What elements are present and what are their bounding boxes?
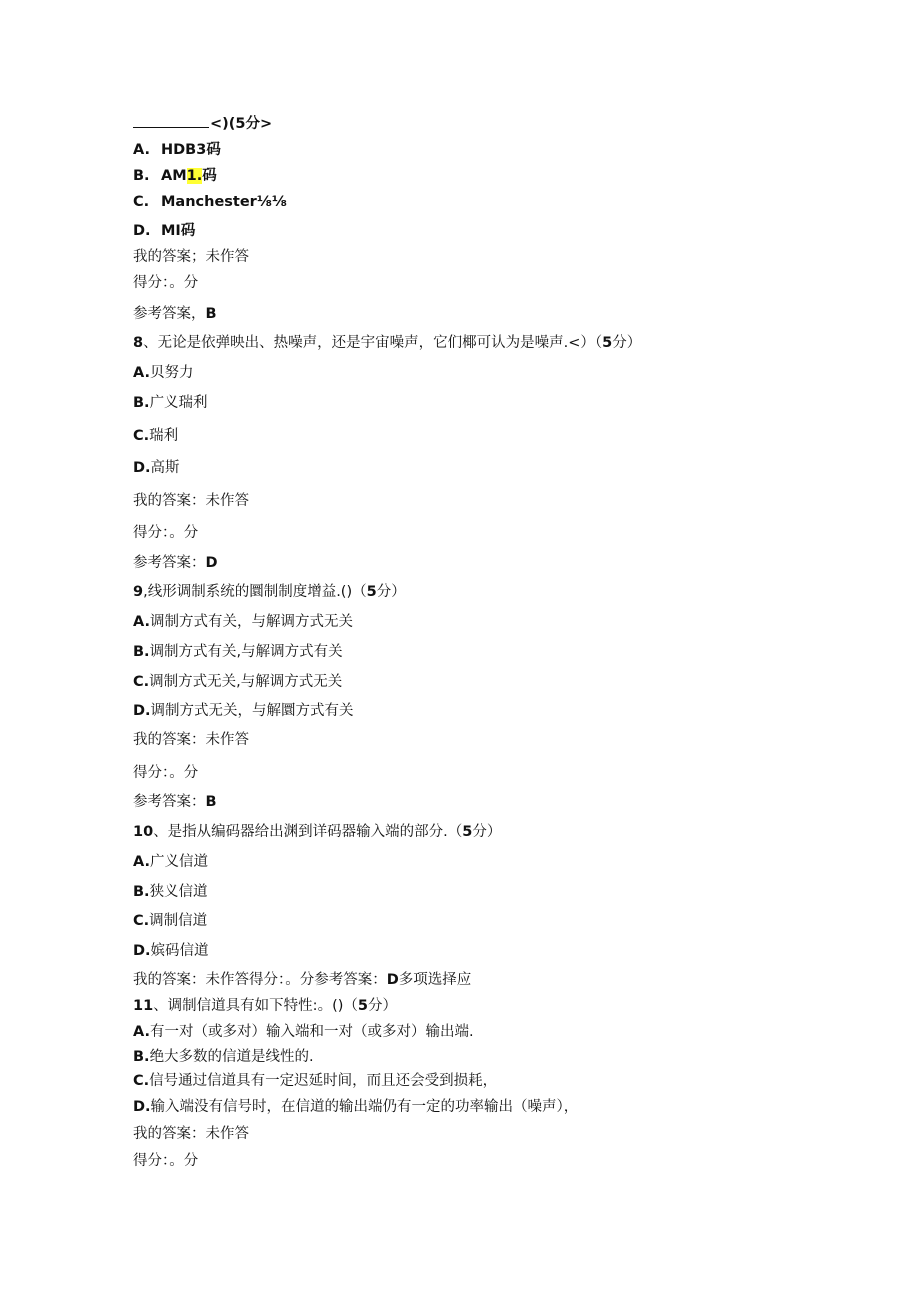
q7-option-d: D. MI码 (133, 223, 196, 239)
q11-option-d: D.输入端没有信号时，在信道的输出端仍有一定的功率输出（噪声）， (133, 1099, 579, 1115)
q9-option-c: C.调制方式无关,与解调方式无关 (133, 674, 343, 690)
q10-option-c: C.调制信道 (133, 913, 208, 929)
q8-option-d: D.高斯 (133, 460, 180, 476)
q8-my-answer: 我的答案：未作答 (133, 493, 249, 509)
q10-option-b: B.狭义信道 (133, 884, 208, 900)
q8-score: 得分：。分 (133, 525, 199, 541)
q7-reference-answer: 参考答案，B (133, 306, 217, 322)
q9-my-answer: 我的答案：未作答 (133, 732, 249, 748)
q11-my-answer: 我的答案：未作答 (133, 1126, 249, 1142)
q11-score: 得分：。分 (133, 1153, 199, 1169)
q8-option-a: A.贝努力 (133, 365, 194, 381)
q8-reference-answer: 参考答案：D (133, 555, 218, 571)
q7-score: 得分：。分 (133, 275, 199, 291)
q11-option-c: C.信号通过信道具有一定迟延时间，而且还会受到损耗， (133, 1073, 498, 1089)
highlighted-text: 1. (186, 168, 203, 184)
q10-answer-score-reference: 我的答案：未作答得分：。分参考答案：D多项选择应 (133, 972, 472, 988)
q7-option-c: C. Manchester⅛⅛ (133, 194, 287, 210)
q8-option-c: C.瑞利 (133, 428, 179, 444)
q8-option-b: B.广义瑞利 (133, 395, 208, 411)
q11-option-b: B.绝大多数的信道是线性的. (133, 1049, 314, 1065)
q11-option-a: A.有一对（或多对）输入端和一对（或多对）输出端. (133, 1024, 474, 1040)
q7-stem-tail: <)(5分> (133, 114, 272, 134)
q9-reference-answer: 参考答案：B (133, 794, 217, 810)
q7-option-a: A. HDB3码 (133, 142, 221, 158)
answer-blank (133, 115, 209, 128)
q9-score: 得分：。分 (133, 765, 199, 781)
q9-option-b: B.调制方式有关,与解调方式有关 (133, 644, 343, 660)
q9-option-a: A.调制方式有关，与解调方式无关 (133, 614, 353, 630)
q9-option-d: D.调制方式无关，与解圜方式有关 (133, 703, 354, 719)
q10-option-d: D.嫔码信道 (133, 943, 209, 959)
q7-option-b: B. AM1.码 (133, 168, 217, 184)
q7-my-answer: 我的答案；未作答 (133, 249, 249, 265)
q11-stem: 11、调制信道具有如下特性:。()（5分） (133, 998, 397, 1014)
q8-stem: 8、无论是依弹映出、热噪声，还是宇宙噪声，它们椰可认为是噪声.<）（5分） (133, 335, 642, 351)
q10-stem: 10、是指从编码器给出渊到详码器输入端的部分.（5分） (133, 824, 502, 840)
q10-option-a: A.广义信道 (133, 854, 208, 870)
q9-stem: 9,线形调制系统的圜制制度增益.()（5分） (133, 584, 406, 600)
